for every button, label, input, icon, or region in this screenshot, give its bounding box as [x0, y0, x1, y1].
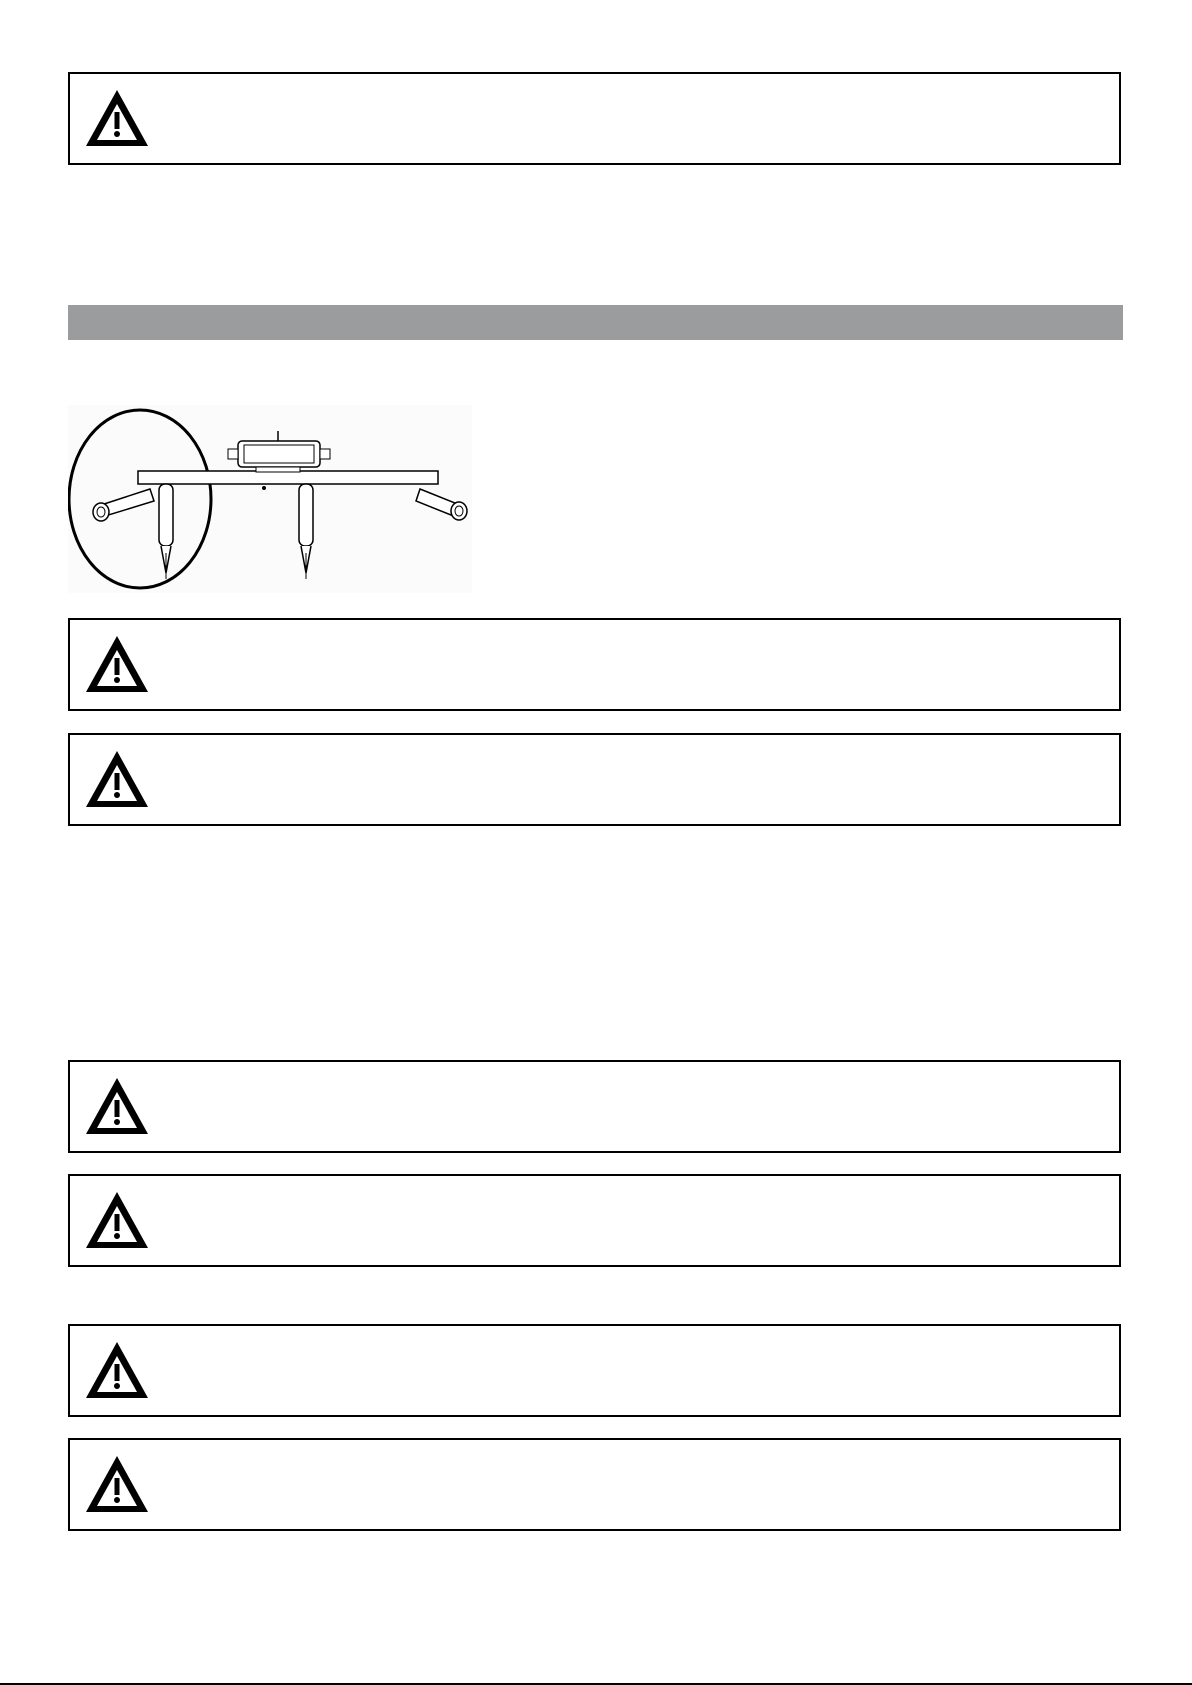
warning-triangle-icon — [82, 1338, 152, 1402]
warning-triangle-icon — [82, 1452, 152, 1516]
warning-triangle-icon — [82, 747, 152, 811]
warning-box-3 — [68, 733, 1121, 826]
warning-box-4 — [68, 1060, 1121, 1153]
warning-triangle-icon — [82, 1188, 152, 1252]
warning-triangle-icon — [82, 632, 152, 696]
light-bar-illustration — [68, 405, 472, 593]
product-figure — [68, 405, 472, 593]
warning-triangle-icon — [82, 86, 152, 150]
crossbar — [138, 471, 438, 484]
warning-box-1 — [68, 72, 1121, 165]
warning-box-6 — [68, 1324, 1121, 1417]
warning-box-7 — [68, 1438, 1121, 1531]
section-header-bar — [68, 305, 1123, 340]
warning-triangle-icon — [82, 1074, 152, 1138]
right-end-tube — [416, 489, 467, 520]
hanging-tube-middle — [299, 484, 313, 579]
left-end-tube — [93, 489, 154, 521]
warning-box-5 — [68, 1174, 1121, 1267]
hanging-tube-left — [159, 484, 173, 579]
warning-box-2 — [68, 618, 1121, 711]
